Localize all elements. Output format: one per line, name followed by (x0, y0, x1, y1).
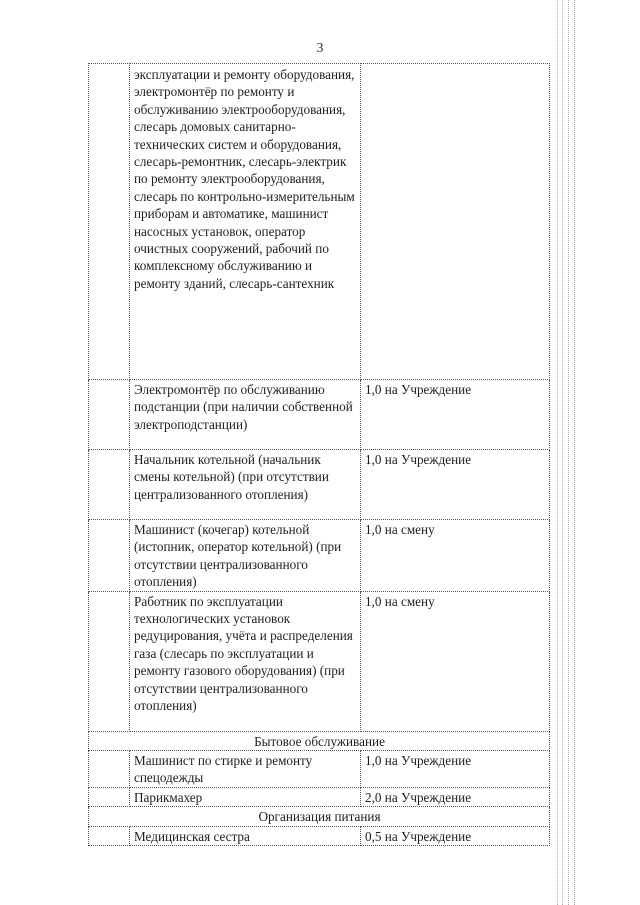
number-cell (89, 787, 130, 806)
position-cell: Начальник котельной (начальник смены котельной) (при отсутствии централизованного отопления) (130, 450, 361, 520)
norm-cell: 1,0 на смену (361, 520, 550, 592)
scan-edge-line (574, 0, 575, 905)
number-cell (89, 591, 130, 731)
norm-cell: 2,0 на Учреждение (361, 787, 550, 806)
position-cell: Электромонтёр по обслуживанию подстанции (при наличии собственной электроподстанции) (130, 380, 361, 450)
position-cell: Работник по эксплуатации технологических установок редуцирования, учёта и распределения газа (слесарь по эксплуатации и ремонту газового оборудования) (при отсутствии централизованного отопления) (130, 591, 361, 731)
section-title-household: Бытовое обслуживание (89, 731, 550, 750)
number-cell (89, 450, 130, 520)
scan-edge-line (557, 0, 558, 905)
table-row (89, 787, 550, 806)
scan-edge-line (562, 0, 563, 905)
table-row (89, 826, 550, 845)
position-cell: Парикмахер (130, 787, 361, 806)
table-row (89, 591, 550, 731)
scan-edge-line (568, 0, 569, 905)
section-row (89, 731, 550, 750)
staffing-table (88, 63, 550, 846)
number-cell (89, 520, 130, 592)
norm-cell: 1,0 на Учреждение (361, 450, 550, 520)
table-row (89, 380, 550, 450)
table-row (89, 64, 550, 380)
position-cell: Медицинская сестра (130, 826, 361, 845)
section-row (89, 807, 550, 826)
norm-cell (361, 64, 550, 380)
norm-cell: 0,5 на Учреждение (361, 826, 550, 845)
number-cell (89, 380, 130, 450)
table-row (89, 520, 550, 592)
norm-cell: 1,0 на Учреждение (361, 751, 550, 788)
number-cell (89, 64, 130, 380)
table-row (89, 751, 550, 788)
norm-cell: 1,0 на Учреждение (361, 380, 550, 450)
page-number: 3 (316, 41, 324, 56)
section-title-food: Организация питания (89, 807, 550, 826)
number-cell (89, 751, 130, 788)
position-cell: Машинист по стирке и ремонту спецодежды (130, 751, 361, 788)
position-cell: эксплуатации и ремонту оборудования, электромонтёр по ремонту и обслуживанию электрооборудования, слесарь домовых санитарно-технических систем и оборудования, слесарь-ремонтник, слесарь-электрик по ремонту электрооборудования, слесарь по контрольно-измерительным приборам и автоматике, машинист насосных установок, оператор очистных сооружений, рабочий по комплексному обслуживанию и ремонту зданий, слесарь-сантехник (130, 64, 361, 380)
number-cell (89, 826, 130, 845)
table-row (89, 450, 550, 520)
norm-cell: 1,0 на смену (361, 591, 550, 731)
position-cell: Машинист (кочегар) котельной (истопник, оператор котельной) (при отсутствии централизованного отопления) (130, 520, 361, 592)
